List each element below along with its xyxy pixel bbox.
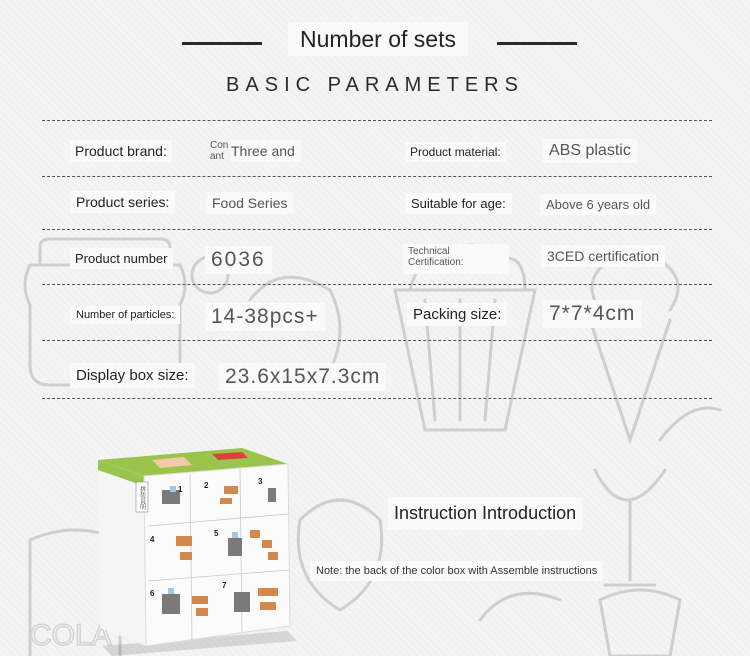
section-subtitle: BASIC PARAMETERS [226, 74, 524, 96]
particles-label: Number of particles: [70, 306, 180, 324]
product-series-label: Product series: [70, 191, 175, 213]
header-line-left [182, 42, 262, 45]
step-number: 7 [222, 581, 227, 590]
header-line-right [497, 42, 577, 45]
product-brand-value: Three and [231, 140, 301, 162]
product-material-value: ABS plastic [543, 139, 637, 163]
row-divider [42, 176, 712, 177]
product-number-label: Product number [70, 248, 173, 269]
row-divider [42, 284, 712, 285]
row-divider [42, 340, 712, 341]
row-divider [42, 229, 712, 230]
row-divider [42, 398, 712, 399]
product-series-value: Food Series [206, 192, 293, 214]
svg-text:COLA: COLA [30, 619, 112, 652]
section-heading: Number of sets [288, 22, 468, 56]
packing-size-label: Packing size: [407, 303, 507, 326]
instruction-box-illustration [92, 446, 302, 656]
suitable-age-value: Above 6 years old [540, 194, 656, 215]
box-side-text: 拼装说明 [138, 486, 146, 510]
product-brand-small-text: Con ant [210, 140, 229, 162]
display-box-size-value: 23.6x15x7.3cm [219, 363, 386, 391]
row-divider [42, 120, 712, 121]
product-material-label: Product material: [405, 142, 506, 162]
technical-certification-value: 3CED certification [541, 245, 665, 267]
display-box-size-label: Display box size: [70, 363, 195, 388]
step-number: 1 [178, 485, 183, 494]
step-number: 2 [204, 481, 209, 490]
packing-size-value: 7*7*4cm [543, 300, 641, 328]
suitable-age-label: Suitable for age: [405, 193, 512, 214]
step-number: 3 [258, 477, 263, 486]
product-brand-label: Product brand: [70, 140, 172, 162]
instruction-note: Note: the back of the color box with Assemble instructions [310, 561, 603, 581]
step-number: 6 [150, 589, 155, 598]
step-number: 4 [150, 535, 155, 544]
instruction-title: Instruction Introduction [388, 497, 582, 530]
step-number: 5 [214, 529, 219, 538]
technical-certification-label: Technical Certification: [403, 244, 509, 274]
product-number-value: 6036 [205, 246, 272, 274]
particles-value: 14-38pcs+ [205, 303, 325, 331]
